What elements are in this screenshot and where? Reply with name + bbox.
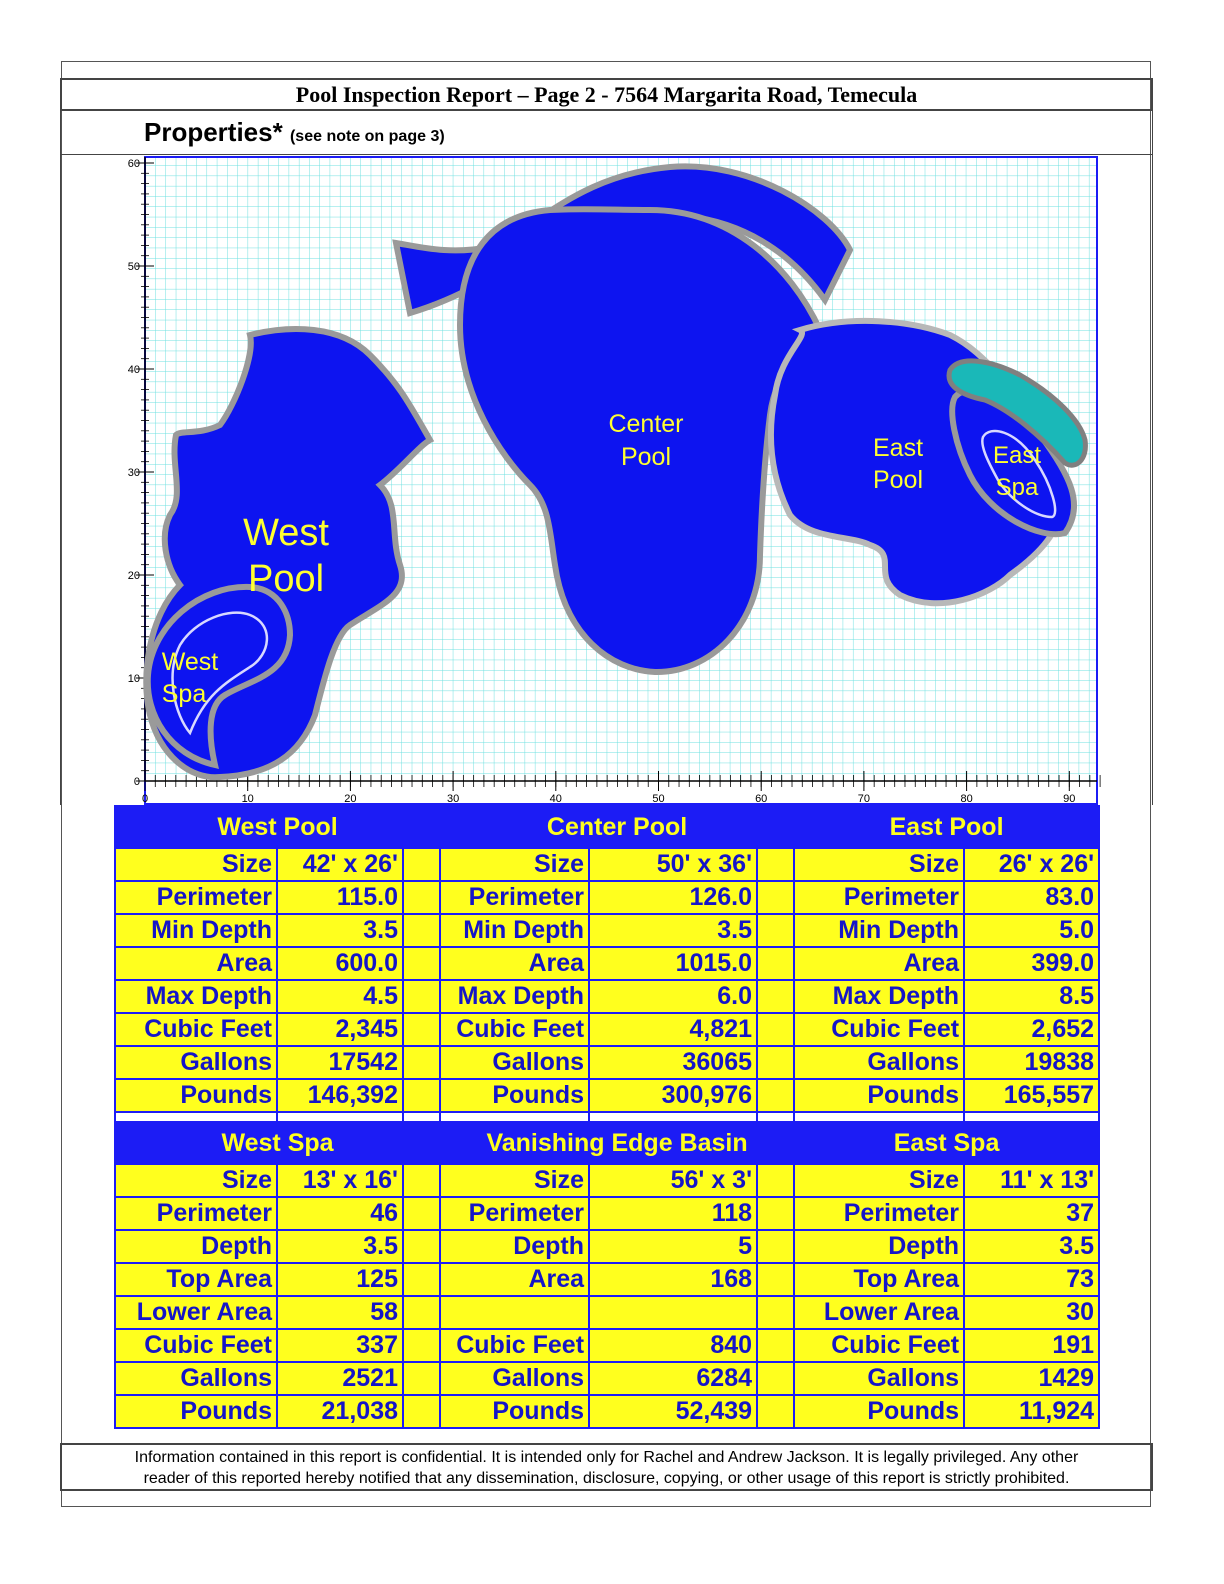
- property-value: 73: [964, 1263, 1099, 1296]
- property-label: Lower Area: [115, 1296, 277, 1329]
- property-label: Min Depth: [794, 914, 964, 947]
- spacer-cell: [757, 1197, 794, 1230]
- spacer-cell: [757, 1296, 794, 1329]
- property-label: Max Depth: [115, 980, 277, 1013]
- report-title-text: Pool Inspection Report – Page 2 - 7564 Margarita Road, Temecula: [295, 82, 918, 107]
- section-title: [144, 117, 445, 148]
- spacer-cell: [757, 1362, 794, 1395]
- property-label: Gallons: [440, 1362, 589, 1395]
- separator-cell: [757, 1112, 794, 1122]
- properties-table: [114, 805, 1100, 1429]
- east-spa-label-1: East: [992, 442, 1042, 469]
- separator-cell: [440, 1112, 589, 1122]
- east-pool-label-2: Pool: [872, 466, 924, 494]
- property-label: Depth: [794, 1230, 964, 1263]
- spacer-cell: [403, 947, 440, 980]
- property-value: 56' x 3': [589, 1164, 757, 1197]
- spacer-cell: [757, 1079, 794, 1112]
- property-value: 13' x 16': [277, 1164, 403, 1197]
- property-value: 30: [964, 1296, 1099, 1329]
- property-label: Max Depth: [794, 980, 964, 1013]
- y-tick-label: 60: [127, 158, 140, 170]
- center-pool-label-1: Center: [608, 410, 684, 438]
- property-value: 125: [277, 1263, 403, 1296]
- property-value: 4.5: [277, 980, 403, 1013]
- column-title: East Spa: [794, 1122, 1099, 1164]
- spacer-cell: [757, 1329, 794, 1362]
- spacer-cell: [757, 1164, 794, 1197]
- property-label: Depth: [440, 1230, 589, 1263]
- property-label: Gallons: [115, 1362, 277, 1395]
- spacer-cell: [403, 1013, 440, 1046]
- property-label: Pounds: [440, 1079, 589, 1112]
- property-label: Cubic Feet: [440, 1013, 589, 1046]
- property-value: 11' x 13': [964, 1164, 1099, 1197]
- property-label: Cubic Feet: [115, 1329, 277, 1362]
- property-label: Pounds: [440, 1395, 589, 1428]
- property-value: 3.5: [589, 914, 757, 947]
- property-label: Gallons: [794, 1362, 964, 1395]
- property-label: Top Area: [115, 1263, 277, 1296]
- y-tick-label: 30: [127, 467, 140, 479]
- table-row: [115, 980, 1099, 1013]
- spacer-cell: [757, 980, 794, 1013]
- west-spa-label-1: West: [161, 648, 219, 676]
- column-title: Vanishing Edge Basin: [440, 1122, 794, 1164]
- property-value: 26' x 26': [964, 848, 1099, 881]
- spacer-cell: [757, 914, 794, 947]
- property-label: Lower Area: [794, 1296, 964, 1329]
- property-value: 165,557: [964, 1079, 1099, 1112]
- property-value: 3.5: [277, 914, 403, 947]
- property-value: 19838: [964, 1046, 1099, 1079]
- property-label: Pounds: [115, 1079, 277, 1112]
- y-tick-label: 40: [127, 364, 140, 376]
- property-label: Pounds: [794, 1079, 964, 1112]
- property-value: 3.5: [277, 1230, 403, 1263]
- west-pool-label-2: Pool: [247, 558, 325, 600]
- table-row: [115, 914, 1099, 947]
- property-value: 2,652: [964, 1013, 1099, 1046]
- property-value: 37: [964, 1197, 1099, 1230]
- property-value: 115.0: [277, 881, 403, 914]
- property-value: 36065: [589, 1046, 757, 1079]
- property-value: 46: [277, 1197, 403, 1230]
- property-value: 1015.0: [589, 947, 757, 980]
- property-value: 58: [277, 1296, 403, 1329]
- spacer-cell: [757, 1013, 794, 1046]
- column-title: West Spa: [115, 1122, 440, 1164]
- y-tick-label: 0: [133, 776, 140, 788]
- spacer-cell: [403, 1079, 440, 1112]
- property-value: 17542: [277, 1046, 403, 1079]
- x-tick-label: 90: [1063, 793, 1076, 805]
- table-row: [115, 1362, 1099, 1395]
- property-label: Perimeter: [115, 1197, 277, 1230]
- property-value: 5.0: [964, 914, 1099, 947]
- west-pool-label-1: West: [243, 512, 329, 554]
- property-value: 21,038: [277, 1395, 403, 1428]
- x-tick-label: 20: [344, 793, 357, 805]
- separator-cell: [964, 1112, 1099, 1122]
- table-row: [115, 1395, 1099, 1428]
- table-row: [115, 1046, 1099, 1079]
- property-label: [440, 1296, 589, 1329]
- property-label: Size: [115, 848, 277, 881]
- property-label: Area: [794, 947, 964, 980]
- spacer-cell: [403, 1362, 440, 1395]
- property-label: Perimeter: [440, 881, 589, 914]
- property-value: 840: [589, 1329, 757, 1362]
- section-title-text: Properties*: [144, 117, 283, 147]
- section-header-row: [115, 806, 1099, 848]
- property-label: Area: [440, 1263, 589, 1296]
- property-label: Size: [440, 1164, 589, 1197]
- property-value: 146,392: [277, 1079, 403, 1112]
- property-value: 3.5: [964, 1230, 1099, 1263]
- report-title: [60, 78, 1153, 111]
- property-label: Pounds: [115, 1395, 277, 1428]
- property-label: Perimeter: [115, 881, 277, 914]
- property-label: Cubic Feet: [794, 1013, 964, 1046]
- x-tick-label: 30: [446, 793, 460, 805]
- x-tick-label: 60: [755, 793, 768, 805]
- property-value: 5: [589, 1230, 757, 1263]
- property-value: 191: [964, 1329, 1099, 1362]
- spacer-cell: [403, 1329, 440, 1362]
- property-label: Top Area: [794, 1263, 964, 1296]
- property-value: 399.0: [964, 947, 1099, 980]
- spacer-cell: [757, 1395, 794, 1428]
- properties-tables: [114, 805, 1098, 1429]
- west-spa-label-2: Spa: [161, 680, 207, 708]
- section-title-note: (see note on page 3): [289, 128, 445, 145]
- table-row: [115, 1263, 1099, 1296]
- property-value: 6.0: [589, 980, 757, 1013]
- property-value: 6284: [589, 1362, 757, 1395]
- x-tick-label: 0: [141, 793, 149, 805]
- spacer-cell: [757, 1263, 794, 1296]
- table-row: [115, 1329, 1099, 1362]
- property-value: 1429: [964, 1362, 1099, 1395]
- table-row: [115, 1296, 1099, 1329]
- spacer-cell: [757, 881, 794, 914]
- property-value: 83.0: [964, 881, 1099, 914]
- property-label: Area: [115, 947, 277, 980]
- spacer-cell: [403, 848, 440, 881]
- column-title: Center Pool: [440, 806, 794, 848]
- x-tick-label: 40: [549, 793, 562, 805]
- y-tick-label: 10: [127, 673, 140, 685]
- pool-layout-diagram: [110, 155, 1102, 807]
- table-row: [115, 848, 1099, 881]
- separator-cell: [589, 1112, 757, 1122]
- table-row: [115, 947, 1099, 980]
- property-label: Cubic Feet: [440, 1329, 589, 1362]
- property-label: Min Depth: [115, 914, 277, 947]
- east-pool-label-1: East: [872, 434, 924, 462]
- property-label: Depth: [115, 1230, 277, 1263]
- footer-line-2: reader of this reported hereby notified that any dissemination, disclosure, copying, or other usage of this report is strictly prohibited.: [143, 1470, 1070, 1487]
- property-value: 126.0: [589, 881, 757, 914]
- property-value: 2521: [277, 1362, 403, 1395]
- separator-cell: [277, 1112, 403, 1122]
- y-tick-label: 50: [127, 261, 140, 273]
- spacer-cell: [403, 881, 440, 914]
- spacer-cell: [403, 1263, 440, 1296]
- x-tick-label: 70: [857, 793, 871, 805]
- y-tick-label: 20: [127, 570, 140, 582]
- spacer-cell: [403, 914, 440, 947]
- spacer-cell: [757, 1230, 794, 1263]
- property-value: 42' x 26': [277, 848, 403, 881]
- table-row: [115, 1197, 1099, 1230]
- property-label: Max Depth: [440, 980, 589, 1013]
- property-value: 8.5: [964, 980, 1099, 1013]
- property-label: Perimeter: [794, 881, 964, 914]
- property-value: [589, 1296, 757, 1329]
- spacer-cell: [403, 1164, 440, 1197]
- property-label: Cubic Feet: [115, 1013, 277, 1046]
- column-title: West Pool: [115, 806, 440, 848]
- separator-cell: [794, 1112, 964, 1122]
- property-label: Size: [794, 1164, 964, 1197]
- x-tick-label: 50: [652, 793, 665, 805]
- property-value: 337: [277, 1329, 403, 1362]
- table-row: [115, 1013, 1099, 1046]
- table-row: [115, 1079, 1099, 1112]
- property-label: Size: [115, 1164, 277, 1197]
- separator-cell: [115, 1112, 277, 1122]
- spacer-cell: [403, 980, 440, 1013]
- property-label: Perimeter: [440, 1197, 589, 1230]
- property-value: 11,924: [964, 1395, 1099, 1428]
- table-row: [115, 881, 1099, 914]
- center-pool-label-2: Pool: [620, 443, 672, 471]
- spacer-cell: [403, 1197, 440, 1230]
- spacer-cell: [403, 1395, 440, 1428]
- spacer-cell: [757, 848, 794, 881]
- property-label: Pounds: [794, 1395, 964, 1428]
- spacer-cell: [403, 1296, 440, 1329]
- property-value: 168: [589, 1263, 757, 1296]
- footer-line-1: Information contained in this report is confidential. It is intended only for Rachel and Andrew Jackson. It is legally privileged. Any other: [134, 1449, 1079, 1466]
- property-label: Size: [794, 848, 964, 881]
- spacer-cell: [403, 1046, 440, 1079]
- column-title: East Pool: [794, 806, 1099, 848]
- east-spa-label-2: Spa: [995, 474, 1039, 501]
- property-value: 2,345: [277, 1013, 403, 1046]
- spacer-cell: [403, 1230, 440, 1263]
- section-separator: [115, 1112, 1099, 1122]
- table-row: [115, 1164, 1099, 1197]
- left-rule: [60, 155, 61, 805]
- spacer-cell: [757, 947, 794, 980]
- table-row: [115, 1230, 1099, 1263]
- right-rule: [1152, 155, 1153, 805]
- property-label: Perimeter: [794, 1197, 964, 1230]
- confidentiality-footer: [60, 1443, 1153, 1491]
- property-label: Gallons: [794, 1046, 964, 1079]
- property-label: Gallons: [440, 1046, 589, 1079]
- property-label: Cubic Feet: [794, 1329, 964, 1362]
- property-value: 52,439: [589, 1395, 757, 1428]
- property-label: Min Depth: [440, 914, 589, 947]
- property-value: 50' x 36': [589, 848, 757, 881]
- property-value: 300,976: [589, 1079, 757, 1112]
- property-label: Gallons: [115, 1046, 277, 1079]
- property-label: Area: [440, 947, 589, 980]
- property-value: 4,821: [589, 1013, 757, 1046]
- x-tick-label: 80: [960, 793, 973, 805]
- section-header-row: [115, 1122, 1099, 1164]
- x-tick-label: 10: [241, 793, 254, 805]
- property-value: 600.0: [277, 947, 403, 980]
- property-label: Size: [440, 848, 589, 881]
- spacer-cell: [757, 1046, 794, 1079]
- property-value: 118: [589, 1197, 757, 1230]
- separator-cell: [403, 1112, 440, 1122]
